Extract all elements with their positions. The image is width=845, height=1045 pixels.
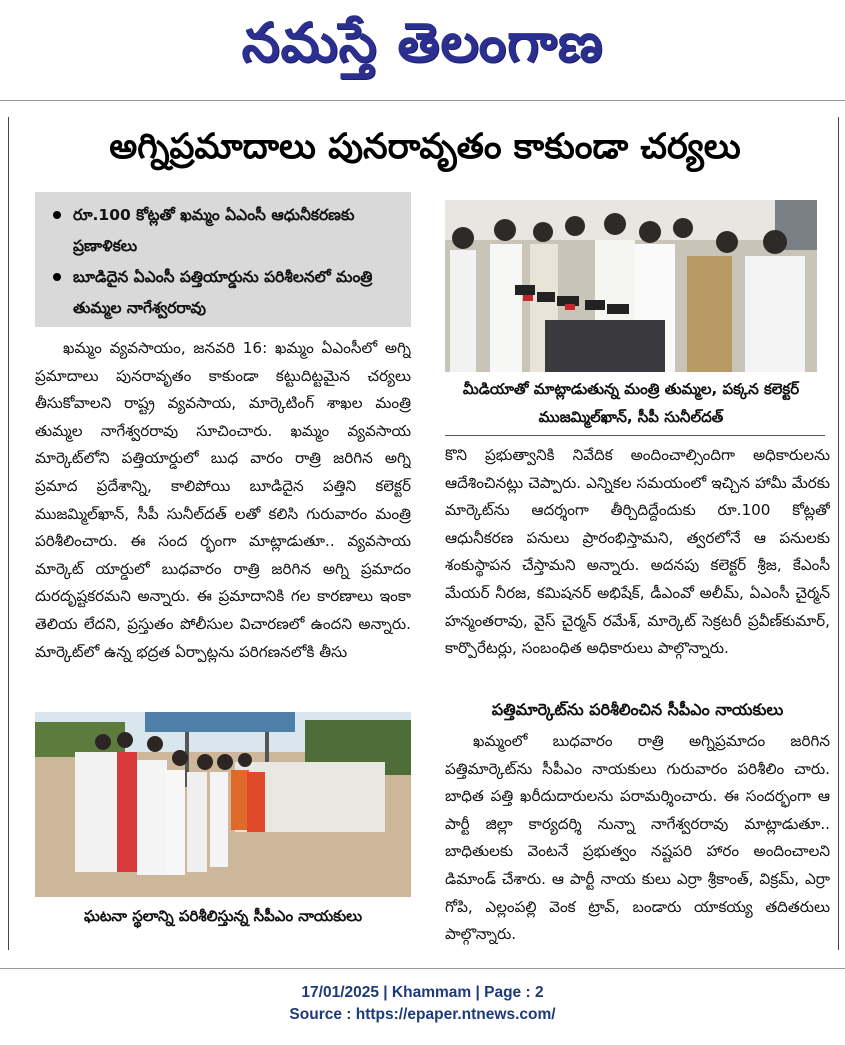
photo-cpm-leaders	[35, 712, 411, 897]
source-link[interactable]: Source : https://epaper.ntnews.com/	[289, 1006, 556, 1023]
masthead	[0, 0, 845, 100]
divider	[0, 968, 845, 969]
highlight-item: బూడిదైన ఏఎంసీ పత్తియార్డును పరిశీలనలో మంత్రి తుమ్మల నాగేశ్వరరావు	[45, 262, 401, 324]
highlight-item: రూ.100 కోట్లతో ఖమ్మం ఏఎంసీ ఆధునీకరణకు ప్రణాళికలు	[45, 200, 401, 262]
newspaper-logo: నమస్తే తెలంగాణ	[241, 10, 604, 74]
photo-minister-media	[445, 200, 817, 372]
edition-info: 17/01/2025 | Khammam | Page : 2	[301, 984, 544, 1001]
divider	[445, 435, 825, 436]
article-body-left	[35, 335, 411, 699]
page-footer	[0, 982, 845, 1026]
article-body-cpm	[445, 728, 830, 948]
article-headline: అగ్నిప్రమాదాలు పునరావృతం కాకుండా చర్యలు	[109, 127, 741, 167]
section-subhead: పత్తిమార్కెట్‌ను పరిశీలించిన సీపీఎం నాయకులు	[491, 700, 784, 719]
photo-caption-top: మీడియాతో మాట్లాడుతున్న మంత్రి తుమ్మల, పక్కన కలెక్టర్ ముజమ్మిల్‌ఖాన్, సీపీ సునీల్‌దత్	[462, 380, 800, 426]
highlights-box	[35, 192, 411, 327]
photo-caption-bottom: ఘటనా స్థలాన్ని పరిశీలిస్తున్న సీపీఎం నాయకులు	[83, 907, 363, 925]
divider	[0, 100, 845, 101]
body-paragraph: కొని ప్రభుత్వానికి నివేదిక అందించాల్సిందిగా అధికారులను ఆదేశించినట్లు చెప్పారు. ఎన్నికల సమయంలో ఇచ్చిన హామీ మేరకు మార్కెట్‌ను ఆదర్శంగా తీర్చిదిద్దేందుకు రూ.100 కోట్లతో ఆధునీకరణ పనులు ప్రారంభిస్తామని, త్వరలోనే ఆ పనులకు శంకుస్థాపన చేస్తామని అన్నారు. అదనపు కలెక్టర్ శ్రీజ, కేఎంసీ మేయర్ నీరజ, కమిషనర్ అభిషేక్, డీఎంవో అలీమ్, ఏఎంసీ చైర్మన్ హన్మంతరావు, వైస్ చైర్మన్ రమేశ్, మార్కెట్ సెక్రటరీ ప్రవీణ్‌కుమార్, కార్పొరేటర్లు, సంబంధిత అధికారులు పాల్గొన్నారు.	[445, 446, 830, 658]
article-body-right	[445, 442, 830, 694]
body-paragraph: ఖమ్మంలో బుధవారం రాత్రి అగ్నిప్రమాదం జరిగిన పత్తిమార్కెట్‌ను సీపీఎం నాయకులు గురువారం పరిశీలిం చారు. బాధిత పత్తి ఖరీదుదారులను పరామర్శించారు. ఈ సందర్భంగా ఆ పార్టీ జిల్లా కార్యదర్శి నున్నా నాగేశ్వరరావు మాట్లాడుతూ.. బాధితులకు వెంటనే ప్రభుత్వం నష్టపరి హారం అందించాలని డిమాండ్ చేశారు. ఆ పార్టీ నాయ కులు ఎర్రా శ్రీకాంత్, విక్రమ్, ఎర్రా గోపి, ఎల్లంపల్లి వెంక ట్రావ్, బండారు యాకయ్య తదితరులు పాల్గొన్నారు.	[445, 732, 830, 944]
body-paragraph: ఖమ్మం వ్యవసాయం, జనవరి 16: ఖమ్మం ఏఎంసీలో అగ్ని ప్రమాదాలు పునరావృతం కాకుండా కట్టుదిట్టమైన చర్యలు తీసుకోవాలని రాష్ట్ర వ్యవసాయ, మార్కెటింగ్ శాఖల మంత్రి తుమ్మల నాగేశ్వరరావు సూచించారు. ఖమ్మం వ్యవసాయ మార్కెట్‌లోని పత్తియార్డులో బుధ వారం రాత్రి జరిగిన అగ్ని ప్రమాద ప్రదేశాన్ని, కాలిపోయి బూడిదైన పత్తిని కలెక్టర్ ముజమ్మిల్‌ఖాన్, సీపీ సునీల్‌దత్ లతో కలిసి గురువారం మంత్రి పరిశీలించారు. ఈ సంద ర్భంగా మాట్లాడుతూ.. వ్యవసాయ మార్కెట్ యార్డులో బుధవారం రాత్రి జరిగిన అగ్ని ప్రమాదం దురదృష్టకరమని అన్నారు. ఈ ప్రమాదానికి గల కారణాలు ఇంకా తెలియ లేదని, ప్రస్తుతం పోలీసుల విచారణలో ఉందని అన్నారు. మార్కెట్‌లో ఉన్న భద్రత ఏర్పాట్లను పరిగణనలోకి తీసు	[35, 339, 411, 661]
